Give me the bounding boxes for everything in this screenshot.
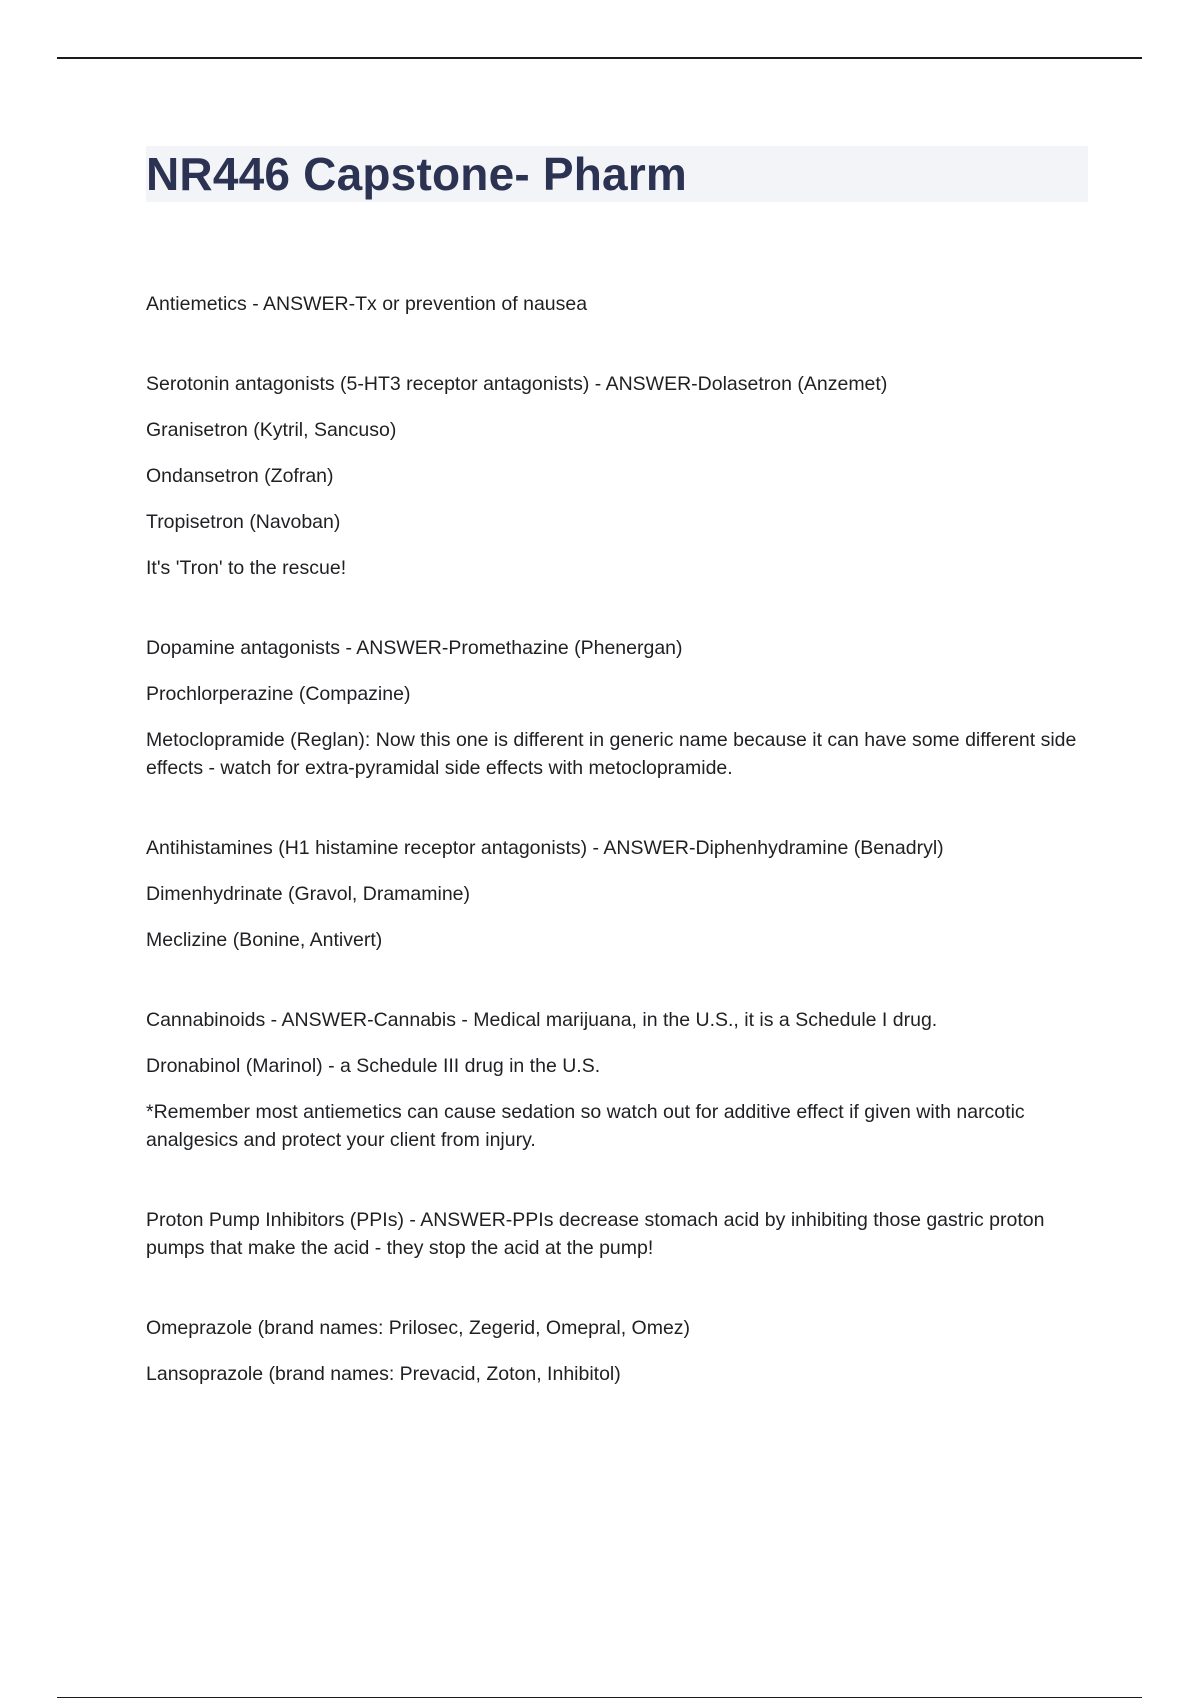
qa-line: Metoclopramide (Reglan): Now this one is different in generic name because it can have some different side effects - watch for extra-pyramidal side effects with metoclopramide.: [146, 729, 1077, 779]
qa-line: Meclizine (Bonine, Antivert): [146, 929, 383, 951]
bottom-rule: [57, 1697, 1142, 1698]
document-title: NR446 Capstone- Pharm: [146, 148, 688, 200]
qa-line: Antiemetics - ANSWER-Tx or prevention of nausea: [146, 293, 588, 315]
qa-line: Lansoprazole (brand names: Prevacid, Zoton, Inhibitol): [146, 1363, 621, 1385]
qa-line: Cannabinoids - ANSWER-Cannabis - Medical marijuana, in the U.S., it is a Schedule I drug.: [146, 1009, 938, 1031]
qa-line: It's 'Tron' to the rescue!: [146, 557, 347, 579]
qa-group-antiemetics: [146, 290, 1086, 318]
qa-line: Omeprazole (brand names: Prilosec, Zegerid, Omepral, Omez): [146, 1317, 691, 1339]
qa-group-cannabinoids: [146, 1006, 1086, 1154]
qa-line: Granisetron (Kytril, Sancuso): [146, 419, 397, 441]
qa-line: Tropisetron (Navoban): [146, 511, 341, 533]
top-rule: [57, 57, 1142, 59]
qa-group-ppi-drugs: [146, 1314, 1086, 1388]
qa-line: Proton Pump Inhibitors (PPIs) - ANSWER-PPIs decrease stomach acid by inhibiting those gastric proton pumps that make the acid - they stop the acid at the pump!: [146, 1209, 1045, 1259]
qa-line: Ondansetron (Zofran): [146, 465, 334, 487]
document-body: [146, 290, 1086, 1440]
qa-line: Antihistamines (H1 histamine receptor antagonists) - ANSWER-Diphenhydramine (Benadryl): [146, 837, 944, 859]
qa-group-antihistamines: [146, 834, 1086, 954]
qa-group-dopamine-antagonists: [146, 634, 1086, 782]
qa-line: Prochlorperazine (Compazine): [146, 683, 411, 705]
qa-line: *Remember most antiemetics can cause sedation so watch out for additive effect if given with narcotic analgesics and protect your client from injury.: [146, 1101, 1025, 1151]
qa-line: Dronabinol (Marinol) - a Schedule III drug in the U.S.: [146, 1055, 601, 1077]
qa-group-serotonin-antagonists: [146, 370, 1086, 582]
qa-line: Dimenhydrinate (Gravol, Dramamine): [146, 883, 471, 905]
qa-line: Serotonin antagonists (5-HT3 receptor antagonists) - ANSWER-Dolasetron (Anzemet): [146, 373, 888, 395]
qa-group-ppis: [146, 1206, 1086, 1262]
qa-line: Dopamine antagonists - ANSWER-Promethazine (Phenergan): [146, 637, 683, 659]
